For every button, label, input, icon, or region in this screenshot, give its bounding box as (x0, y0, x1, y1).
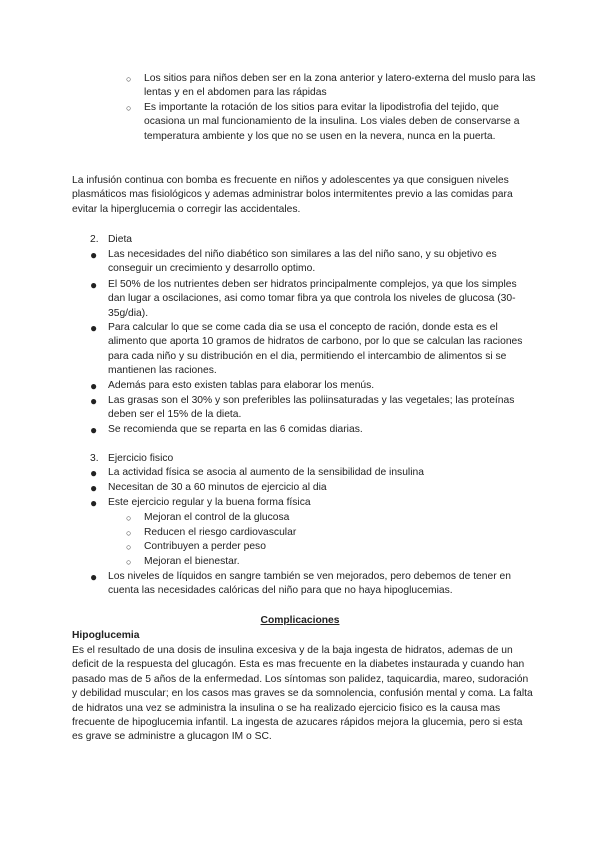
circle-bullet-icon: ○ (126, 103, 132, 113)
circle-bullet-icon: ○ (126, 513, 132, 523)
document-page: ○ Los sitios para niños deben ser en la zona anterior y latero-externa del muslo para las lentas y en el abdomen para las rápidas ○ Es importante la rotación de los sitios para evitar la lipodistrofia del tejido, que ocasiona un mal funcionamiento de la insulina. Los viales deben de conservarse a temperatura ambiente y los que no se usen en la nevera, nunca en la puerta. La infusión continua con bomba es frecuente en niños y adolescentes ya que consiguen niveles plasmáticos mas fisiológicos y ademas administrar bolos intermitentes previo a las comidas para evitar la hiperglucemia o corregir las accidentales. 2. Dieta ● Las necesidades del niño diabético son similares a las del niño sano, y su objetivo es conseguir un crecimiento y desarrollo optimo. ● El 50% de los nutrientes deben ser hidratos principalmente complejos, ya que los simples dan lugar a oscilaciones, asi como tomar fibra ya que controla los niveles de glucosa (30-35g/dia). ● Para calcular lo que se come cada dia se usa el concepto de ración, donde esta es el alimento que aporta 10 gramos de hidratos de carbono, por lo que se calculan las raciones para cada niño y su distribución en el dia, permitiendo el intercambio de alimentos si se mantienen las raciones. ● Además para esto existen tablas para elaborar los menús. ● Las grasas son el 30% y son preferibles las poliinsaturadas y las vegetales; las proteínas deben ser el 15% de la dieta. ● Se recomienda que se reparta en las 6 comidas diarias. 3. Ejercicio fisico ● La actividad física se asocia al aumento de la sensibilidad de insulina ● Necesitan de 30 a 60 minutos de ejercicio al dia ● Este ejercicio regular y la buena forma física ○ Mejoran el control de la glucosa ○ Reducen el riesgo cardiovascular ○ Contribuyen a perder peso ○ Mejoran el bienestar. ● Los niveles de líquidos en sangre también se ven mejorados, pero debemos de tener en cuenta las necesidades calóricas del niño para que no haya hipoglucemias. Complicaciones Hipoglucemia Es el resultado de una dosis de insulina excesiva y de la baja ingesta de hidratos, ademas de un deficit de la respuesta del glucagón. Esta es mas frecuente en la diabetes instaurada y cuando han pasado mas de 5 años de la enfermedad. Los síntomas son palidez, taquicardia, mareo, sudoración y debilidad muscular; en los casos mas graves se da somnolencia, confusión mental y coma. La falta de hidratos una vez se administra la insulina o se ha realizado ejercicio fisico es la causa mas frecuente de hipoglucemia infantil. La ingesta de azucares rápidos mejora la glucemia, pero si esta es grave se administre a glucagon IM o SC. (0, 0, 600, 848)
bullet-icon: ● (90, 379, 98, 393)
circle-bullet-icon: ○ (126, 542, 132, 552)
circle-bullet-icon: ○ (126, 528, 132, 538)
bullet-icon: ● (90, 423, 98, 437)
circle-bullet-icon: ○ (126, 74, 132, 84)
circle-bullet-icon: ○ (126, 557, 132, 567)
hipoglucemia-paragraph: Es el resultado de una dosis de insulina excesiva y de la baja ingesta de hidratos, ademas de un deficit de la respuesta del glucagón. Esta es mas frecuente en la diabetes instaurada y cuando han pasado mas de 5 años de la enfermedad. Los síntomas son palidez, taquicardia, mareo, sudoración y debilidad muscular; en los casos mas graves se da somnolencia, confusión mental y coma. La falta de hidratos una vez se administra la insulina o se ha realizado ejercicio fisico es la causa mas frecuente de hipoglucemia infantil. La ingesta de azucares rápidos mejora la glucemia, pero si esta es grave se administre a glucagon IM o SC. (72, 645, 533, 743)
bullet-icon: ● (90, 248, 98, 262)
bullet-icon: ● (90, 496, 98, 510)
bullet-icon: ● (90, 394, 98, 408)
bullet-icon: ● (90, 466, 98, 480)
infusion-paragraph: La infusión continua con bomba es frecuente en niños y adolescentes ya que consiguen niveles plasmáticos mas fisiológicos y ademas administrar bolos intermitentes previo a las comidas para evitar la hiperglucemia o corregir las accidentales. (72, 175, 513, 215)
subheading-hipoglucemia: Hipoglucemia (72, 630, 140, 641)
bullet-icon: ● (90, 570, 98, 584)
bullet-icon: ● (90, 321, 98, 335)
bullet-icon: ● (90, 481, 98, 495)
bullet-icon: ● (90, 278, 98, 292)
section-title-complicaciones: Complicaciones (260, 615, 340, 626)
